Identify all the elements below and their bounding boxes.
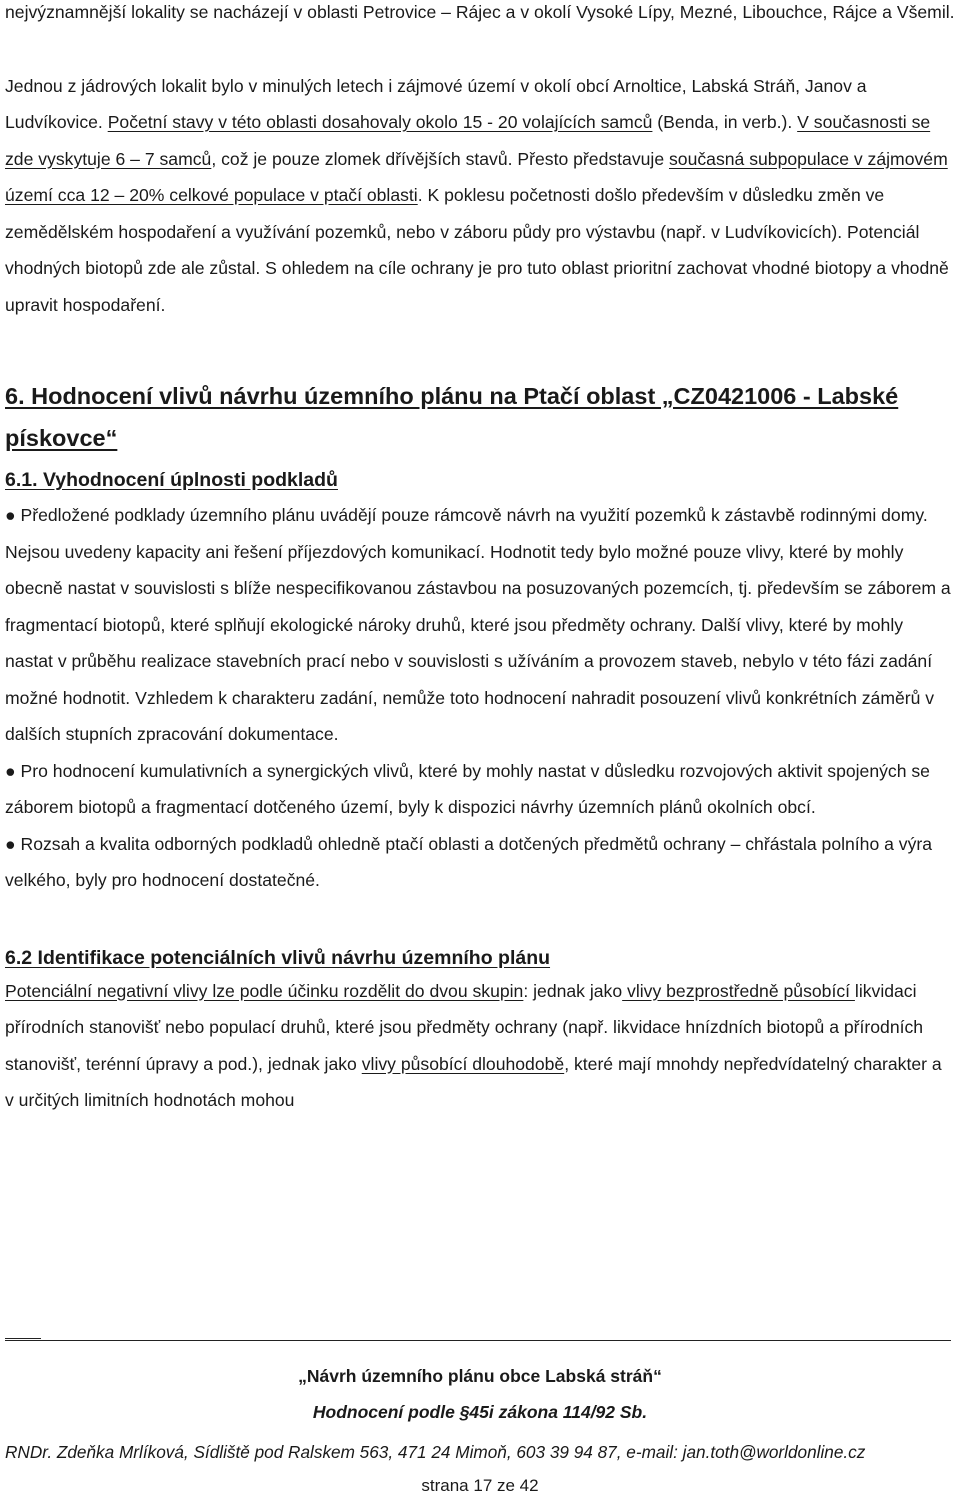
intro-text-c: , což je pouze zlomek dřívějších stavů. Přesto představuje [211, 148, 669, 169]
section-6-heading: 6. Hodnocení vlivů návrhu územního plánu na Ptačí oblast „CZ0421006 - Labské pískovce“ [5, 383, 899, 451]
document-page [5, 0, 955, 1119]
intro-underlined-subpopulation: současná subpopulace v zájmovém území cca 12 – 20% celkové populace v ptačí oblasti [5, 148, 948, 205]
intro-underlined-counts: Početní stavy v této oblasti dosahovaly okolo 15 - 20 volajících samců [107, 112, 653, 132]
section-6-2-heading [5, 943, 955, 973]
intro-underlined-current: V současnosti se zde vyskytuje 6 – 7 samců [5, 112, 931, 169]
identification-paragraph [5, 973, 955, 1119]
bullet-quality: ● Rozsah a kvalita odborných podkladů ohledně ptačí oblasti a dotčených předmětů ochrany – chřástala polního a výra velkého, byly pro hodnocení dostatečné. [5, 833, 933, 890]
intro-paragraph-1: nejvýznamnější lokality se nacházejí v oblasti Petrovice – Rájec a v okolí Vysoké Lípy, Mezné, Libouchce, Rájce a Všemil. [5, 2, 955, 22]
intro-text-a: Jednou z jádrových lokalit bylo v minulých letech i zájmové území v okolí obcí Arnoltice, Labská Stráň, Janov a Ludvíkovice. [5, 75, 867, 132]
intro-paragraph-2 [5, 68, 955, 324]
footer-rule [5, 1340, 951, 1341]
footer-author: RNDr. Zdeňka Mrlíková, Sídliště pod Ralskem 563, 471 24 Mimoň, 603 39 94 87, e-mail: jan.toth@worldonline.cz [5, 1442, 866, 1462]
bullet-cumulative: ● Pro hodnocení kumulativních a synergických vlivů, které by mohly nastat v důsledku rozvojových aktivit spojených se záborem biotopů a fragmentací dotčeného území, byly k dispozici návrhy územních plánů okolních obcí. [5, 760, 930, 817]
identification-underlined-1: Potenciální negativní vlivy lze podle účinku rozdělit do dvou skupin [5, 980, 524, 1001]
section-6-2-title: 6.2 Identifikace potenciálních vlivů návrhu územního plánu [5, 946, 551, 969]
identification-underlined-2: vlivy bezprostředně působící [622, 980, 855, 1001]
identification-underlined-3: vlivy působící dlouhodobě [361, 1053, 565, 1074]
footer-subtitle: Hodnocení podle §45i zákona 114/92 Sb. [312, 1402, 648, 1422]
identification-text-a: : jednak jako [523, 980, 623, 1001]
footer-title: „Návrh územního plánu obce Labská stráň“ [298, 1366, 662, 1386]
intro-text-d: . K poklesu početnosti došlo především v důsledku změn ve zemědělském hospodaření a využívání pozemků, nebo v záboru půdy pro výstavbu (např. v Ludvíkovicích). Potenciál vhodných biotopů zde ale zůstal. S ohledem na cíle ochrany je pro tuto oblast prioritní zachovat vhodné biotopy a vhodně upravit hospodaření. [5, 185, 949, 315]
bullet-completeness: ● Předložené podklady územního plánu uvádějí pouze rámcově návrh na využití pozemků k zástavbě rodinnými domy. Nejsou uvedeny kapacity ani řešení příjezdových komunikací. Hodnotit tedy bylo možné pouze vlivy, které by mohly obecně nastat v souvislosti s blíže nespecifikovanou zástavbou na posuzovaných pozemcích, tj. především se záborem a fragmentací biotopů, které splňují ekologické nároky druhů, které jsou předměty ochrany. Další vlivy, které by mohly nastat v průběhu realizace stavebních prací nebo v souvislosti s užíváním a provozem staveb, nebylo v této fázi zadání možné hodnotit. Vzhledem k charakteru zadání, nemůže toto hodnocení nahradit posouzení vlivů konkrétních záměrů v dalších stupních zpracování dokumentace. [5, 505, 951, 744]
section-6-1-title: 6.1. Vyhodnocení úplnosti podkladů [5, 469, 338, 491]
section-6-1-heading [5, 465, 955, 495]
intro-text-b: (Benda, in verb.). [652, 112, 798, 132]
footer-rule-accent [5, 1338, 41, 1339]
page-number: strana 17 ze 42 [421, 1476, 539, 1495]
identification-text-c: , které mají mnohdy nepředvídatelný charakter a v určitých limitních hodnotách mohou [5, 1053, 942, 1110]
identification-text-b: likvidaci přírodních stanovišť nebo populací druhů, které jsou předměty ochrany (např. likvidace hnízdních biotopů a přírodních stanovišť, terénní úpravy a pod.), jednak jako [5, 980, 924, 1074]
